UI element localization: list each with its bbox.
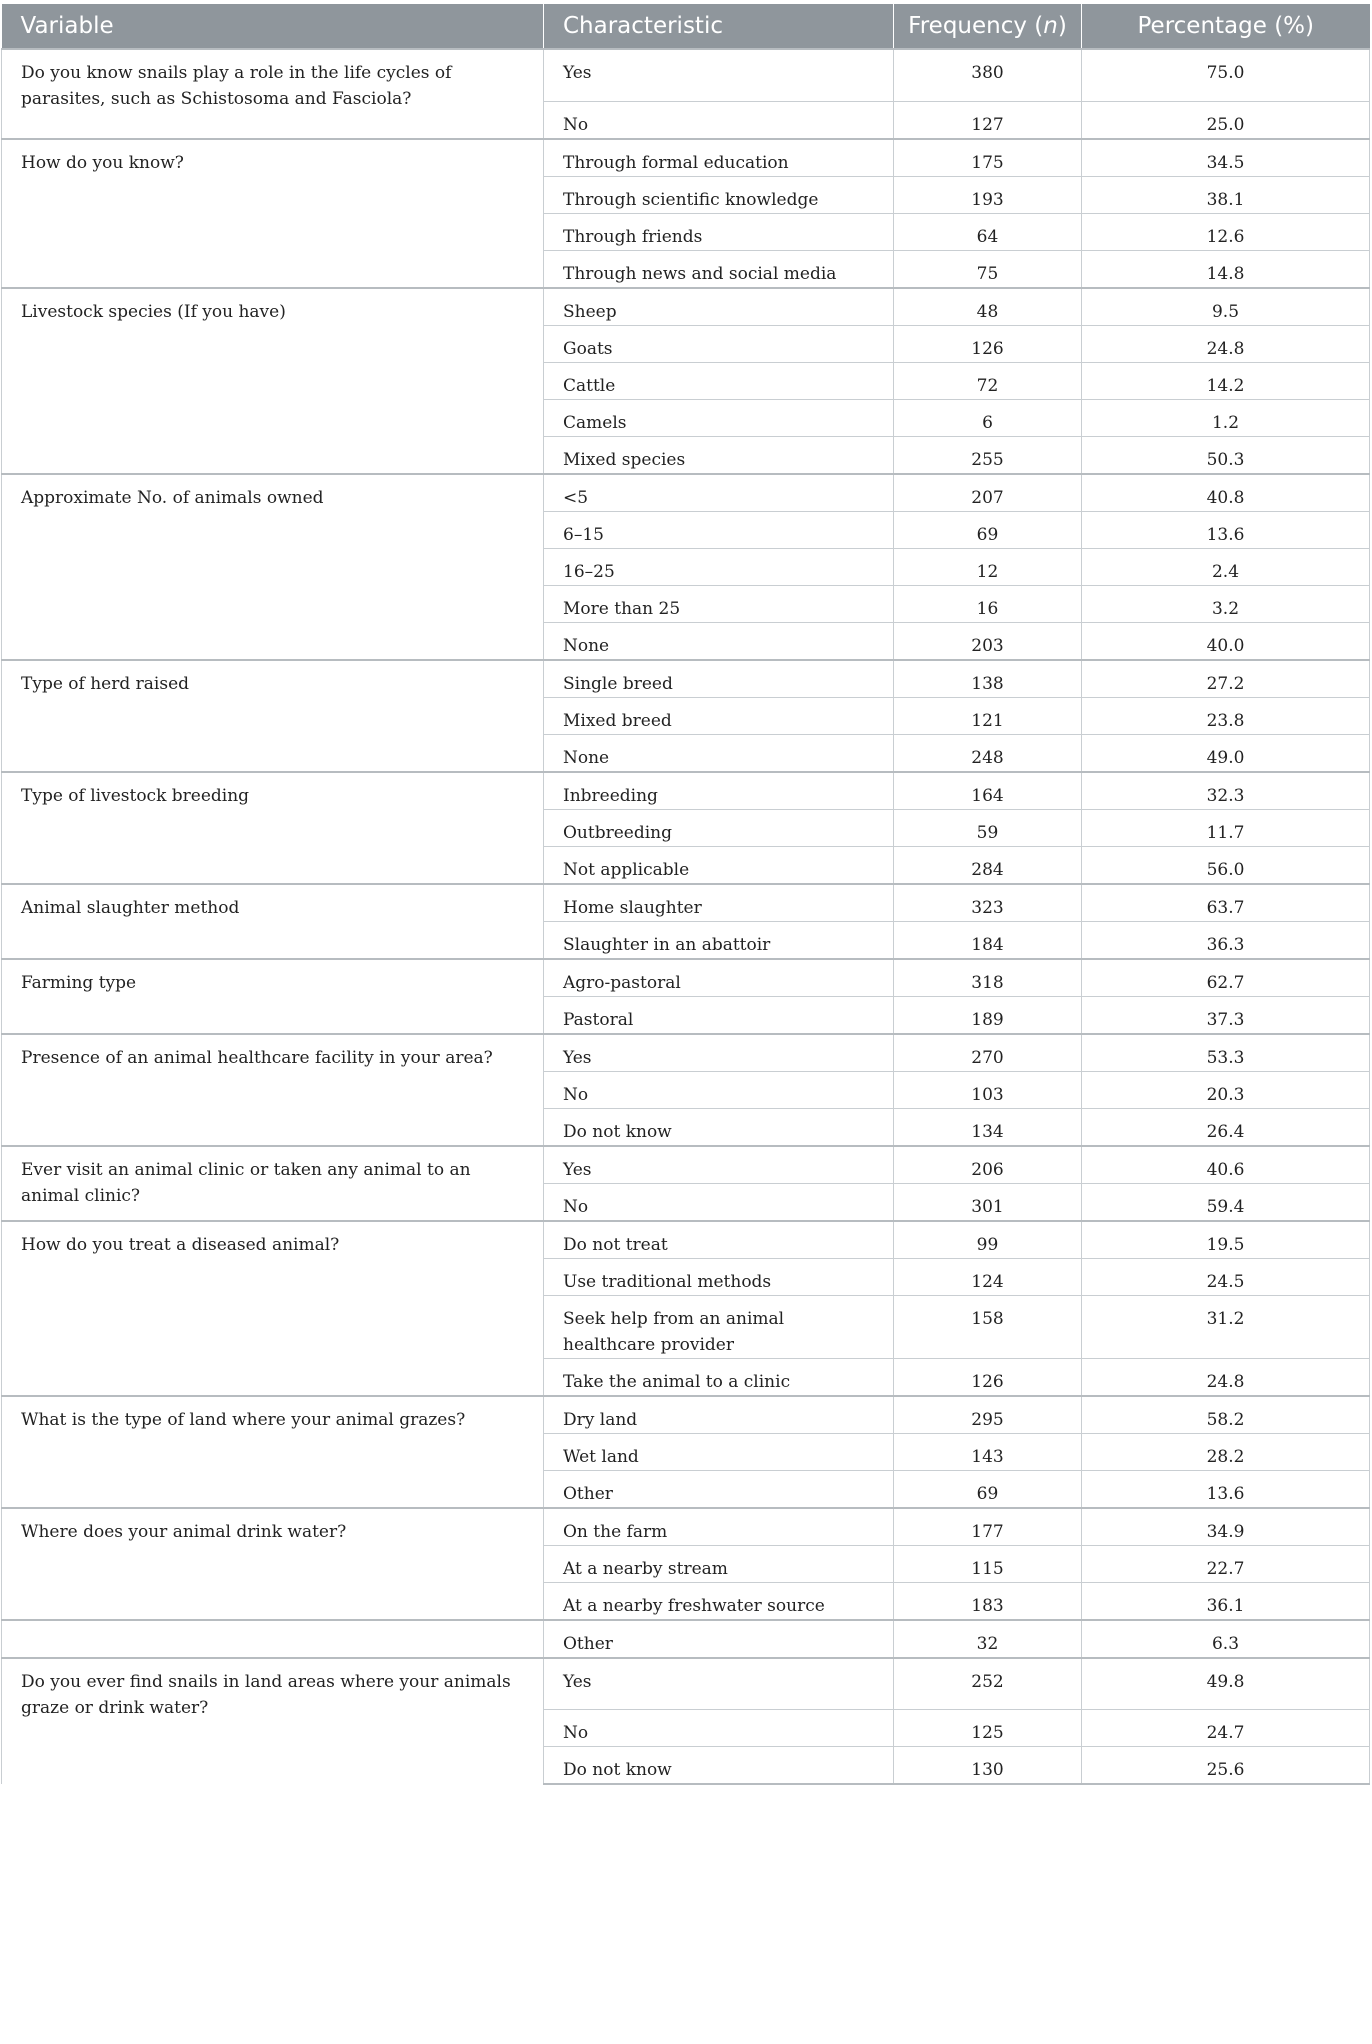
- characteristic-cell: Yes: [544, 1658, 894, 1710]
- frequency-cell: 75: [894, 250, 1082, 288]
- percentage-cell: 23.8: [1082, 697, 1370, 734]
- variable-cell: How do you know?: [2, 139, 544, 288]
- frequency-cell: 380: [894, 49, 1082, 101]
- frequency-cell: 115: [894, 1545, 1082, 1582]
- percentage-cell: 11.7: [1082, 809, 1370, 846]
- frequency-cell: 99: [894, 1221, 1082, 1259]
- characteristic-cell: Pastoral: [544, 996, 894, 1034]
- percentage-cell: 58.2: [1082, 1396, 1370, 1434]
- frequency-cell: 189: [894, 996, 1082, 1034]
- characteristic-cell: Mixed breed: [544, 697, 894, 734]
- percentage-cell: 24.7: [1082, 1710, 1370, 1747]
- percentage-cell: 62.7: [1082, 959, 1370, 997]
- frequency-cell: 207: [894, 474, 1082, 512]
- frequency-cell: 103: [894, 1071, 1082, 1108]
- characteristic-cell: Yes: [544, 1034, 894, 1072]
- characteristic-cell: Single breed: [544, 660, 894, 698]
- characteristic-cell: Do not treat: [544, 1221, 894, 1259]
- frequency-cell: 177: [894, 1508, 1082, 1546]
- percentage-cell: 1.2: [1082, 399, 1370, 436]
- frequency-cell: 72: [894, 362, 1082, 399]
- percentage-cell: 59.4: [1082, 1183, 1370, 1221]
- frequency-cell: 270: [894, 1034, 1082, 1072]
- characteristic-cell: No: [544, 1710, 894, 1747]
- percentage-cell: 9.5: [1082, 288, 1370, 326]
- header-variable: Variable: [2, 4, 544, 49]
- percentage-cell: 25.0: [1082, 101, 1370, 139]
- variable-cell: Type of livestock breeding: [2, 772, 544, 884]
- frequency-cell: 252: [894, 1658, 1082, 1710]
- percentage-cell: 36.1: [1082, 1582, 1370, 1620]
- frequency-cell: 183: [894, 1582, 1082, 1620]
- variable-cell: Ever visit an animal clinic or taken any animal to an animal clinic?: [2, 1146, 544, 1221]
- variable-cell: What is the type of land where your animal grazes?: [2, 1396, 544, 1508]
- frequency-cell: 143: [894, 1433, 1082, 1470]
- frequency-cell: 318: [894, 959, 1082, 997]
- frequency-cell: 64: [894, 213, 1082, 250]
- characteristic-cell: None: [544, 734, 894, 772]
- percentage-cell: 24.8: [1082, 1358, 1370, 1396]
- frequency-cell: 203: [894, 622, 1082, 660]
- frequency-cell: 121: [894, 697, 1082, 734]
- percentage-cell: 40.8: [1082, 474, 1370, 512]
- variable-cell: Do you ever find snails in land areas where your animals graze or drink water?: [2, 1658, 544, 1785]
- characteristic-cell: Camels: [544, 399, 894, 436]
- percentage-cell: 14.2: [1082, 362, 1370, 399]
- percentage-cell: 26.4: [1082, 1108, 1370, 1146]
- table-row: [2, 660, 1370, 698]
- frequency-cell: 206: [894, 1146, 1082, 1184]
- characteristic-cell: Do not know: [544, 1747, 894, 1785]
- frequency-cell: 48: [894, 288, 1082, 326]
- frequency-cell: 323: [894, 884, 1082, 922]
- frequency-cell: 255: [894, 436, 1082, 474]
- data-table-container: [1, 4, 1369, 1785]
- percentage-cell: 40.6: [1082, 1146, 1370, 1184]
- characteristic-cell: Seek help from an animal healthcare provider: [544, 1295, 894, 1358]
- frequency-cell: 164: [894, 772, 1082, 810]
- frequency-cell: 126: [894, 1358, 1082, 1396]
- table-row: [2, 959, 1370, 997]
- variable-cell: Approximate No. of animals owned: [2, 474, 544, 660]
- frequency-cell: 138: [894, 660, 1082, 698]
- table-row: [2, 772, 1370, 810]
- header-frequency: [894, 4, 1082, 49]
- variable-cell: Farming type: [2, 959, 544, 1034]
- table-row: [2, 884, 1370, 922]
- characteristic-cell: <5: [544, 474, 894, 512]
- frequency-cell: 301: [894, 1183, 1082, 1221]
- characteristic-cell: On the farm: [544, 1508, 894, 1546]
- characteristic-cell: No: [544, 1071, 894, 1108]
- characteristic-cell: 6–15: [544, 511, 894, 548]
- frequency-cell: 16: [894, 585, 1082, 622]
- frequency-cell: 127: [894, 101, 1082, 139]
- characteristic-cell: Mixed species: [544, 436, 894, 474]
- frequency-cell: 284: [894, 846, 1082, 884]
- percentage-cell: 32.3: [1082, 772, 1370, 810]
- percentage-cell: 40.0: [1082, 622, 1370, 660]
- table-body: [2, 49, 1370, 1784]
- header-frequency-suffix: ): [1057, 13, 1067, 39]
- characteristic-cell: Take the animal to a clinic: [544, 1358, 894, 1396]
- table-row: [2, 49, 1370, 101]
- characteristic-cell: None: [544, 622, 894, 660]
- characteristic-cell: Sheep: [544, 288, 894, 326]
- frequency-cell: 184: [894, 921, 1082, 959]
- variable-cell: Where does your animal drink water?: [2, 1508, 544, 1620]
- percentage-cell: 38.1: [1082, 176, 1370, 213]
- frequency-cell: 134: [894, 1108, 1082, 1146]
- frequency-cell: 69: [894, 1470, 1082, 1508]
- percentage-cell: 19.5: [1082, 1221, 1370, 1259]
- frequency-cell: 158: [894, 1295, 1082, 1358]
- percentage-cell: 50.3: [1082, 436, 1370, 474]
- table-row: [2, 288, 1370, 326]
- variable-cell: Do you know snails play a role in the life cycles of parasites, such as Schistosoma and Fasciola?: [2, 49, 544, 139]
- characteristic-cell: Cattle: [544, 362, 894, 399]
- characteristic-cell: 16–25: [544, 548, 894, 585]
- characteristic-cell: No: [544, 101, 894, 139]
- frequency-cell: 6: [894, 399, 1082, 436]
- frequency-cell: 175: [894, 139, 1082, 177]
- frequency-cell: 12: [894, 548, 1082, 585]
- characteristic-cell: Do not know: [544, 1108, 894, 1146]
- characteristic-cell: Use traditional methods: [544, 1258, 894, 1295]
- header-percentage: Percentage (%): [1082, 4, 1370, 49]
- percentage-cell: 3.2: [1082, 585, 1370, 622]
- percentage-cell: 53.3: [1082, 1034, 1370, 1072]
- percentage-cell: 20.3: [1082, 1071, 1370, 1108]
- characteristic-cell: At a nearby freshwater source: [544, 1582, 894, 1620]
- characteristic-cell: More than 25: [544, 585, 894, 622]
- percentage-cell: 34.9: [1082, 1508, 1370, 1546]
- table-row: [2, 1620, 1370, 1658]
- header-frequency-n: n: [1043, 13, 1058, 39]
- variable-cell: [2, 1620, 544, 1658]
- frequency-cell: 125: [894, 1710, 1082, 1747]
- header-row: [2, 4, 1370, 49]
- characteristic-cell: Outbreeding: [544, 809, 894, 846]
- frequency-cell: 248: [894, 734, 1082, 772]
- percentage-cell: 24.5: [1082, 1258, 1370, 1295]
- variable-cell: Livestock species (If you have): [2, 288, 544, 474]
- characteristic-cell: Wet land: [544, 1433, 894, 1470]
- frequency-cell: 295: [894, 1396, 1082, 1434]
- characteristic-cell: No: [544, 1183, 894, 1221]
- percentage-cell: 63.7: [1082, 884, 1370, 922]
- frequency-cell: 193: [894, 176, 1082, 213]
- characteristic-cell: Home slaughter: [544, 884, 894, 922]
- percentage-cell: 36.3: [1082, 921, 1370, 959]
- characteristic-cell: Through scientific knowledge: [544, 176, 894, 213]
- table-row: [2, 1034, 1370, 1072]
- percentage-cell: 6.3: [1082, 1620, 1370, 1658]
- characteristic-cell: Through news and social media: [544, 250, 894, 288]
- percentage-cell: 27.2: [1082, 660, 1370, 698]
- header-frequency-prefix: Frequency (: [908, 13, 1044, 39]
- table-row: [2, 1221, 1370, 1259]
- characteristic-cell: Inbreeding: [544, 772, 894, 810]
- percentage-cell: 31.2: [1082, 1295, 1370, 1358]
- frequency-cell: 59: [894, 809, 1082, 846]
- header-characteristic: Characteristic: [544, 4, 894, 49]
- percentage-cell: 56.0: [1082, 846, 1370, 884]
- frequency-cell: 32: [894, 1620, 1082, 1658]
- percentage-cell: 14.8: [1082, 250, 1370, 288]
- percentage-cell: 28.2: [1082, 1433, 1370, 1470]
- percentage-cell: 22.7: [1082, 1545, 1370, 1582]
- frequency-cell: 69: [894, 511, 1082, 548]
- percentage-cell: 37.3: [1082, 996, 1370, 1034]
- characteristic-cell: Dry land: [544, 1396, 894, 1434]
- characteristic-cell: At a nearby stream: [544, 1545, 894, 1582]
- characteristic-cell: Through formal education: [544, 139, 894, 177]
- characteristic-cell: Agro-pastoral: [544, 959, 894, 997]
- characteristic-cell: Other: [544, 1470, 894, 1508]
- survey-table: [1, 4, 1370, 1785]
- table-row: [2, 1508, 1370, 1546]
- characteristic-cell: Not applicable: [544, 846, 894, 884]
- table-row: [2, 1396, 1370, 1434]
- percentage-cell: 49.0: [1082, 734, 1370, 772]
- table-row: [2, 474, 1370, 512]
- table-header: [2, 4, 1370, 49]
- characteristic-cell: Goats: [544, 325, 894, 362]
- percentage-cell: 13.6: [1082, 1470, 1370, 1508]
- table-row: [2, 1146, 1370, 1184]
- characteristic-cell: Slaughter in an abattoir: [544, 921, 894, 959]
- variable-cell: Animal slaughter method: [2, 884, 544, 959]
- variable-cell: How do you treat a diseased animal?: [2, 1221, 544, 1396]
- table-row: [2, 1658, 1370, 1710]
- variable-cell: Presence of an animal healthcare facility in your area?: [2, 1034, 544, 1146]
- variable-cell: Type of herd raised: [2, 660, 544, 772]
- frequency-cell: 124: [894, 1258, 1082, 1295]
- percentage-cell: 2.4: [1082, 548, 1370, 585]
- percentage-cell: 34.5: [1082, 139, 1370, 177]
- frequency-cell: 126: [894, 325, 1082, 362]
- characteristic-cell: Yes: [544, 1146, 894, 1184]
- frequency-cell: 130: [894, 1747, 1082, 1785]
- characteristic-cell: Yes: [544, 49, 894, 101]
- characteristic-cell: Other: [544, 1620, 894, 1658]
- percentage-cell: 49.8: [1082, 1658, 1370, 1710]
- percentage-cell: 25.6: [1082, 1747, 1370, 1785]
- characteristic-cell: Through friends: [544, 213, 894, 250]
- percentage-cell: 24.8: [1082, 325, 1370, 362]
- percentage-cell: 13.6: [1082, 511, 1370, 548]
- percentage-cell: 12.6: [1082, 213, 1370, 250]
- table-row: [2, 139, 1370, 177]
- percentage-cell: 75.0: [1082, 49, 1370, 101]
